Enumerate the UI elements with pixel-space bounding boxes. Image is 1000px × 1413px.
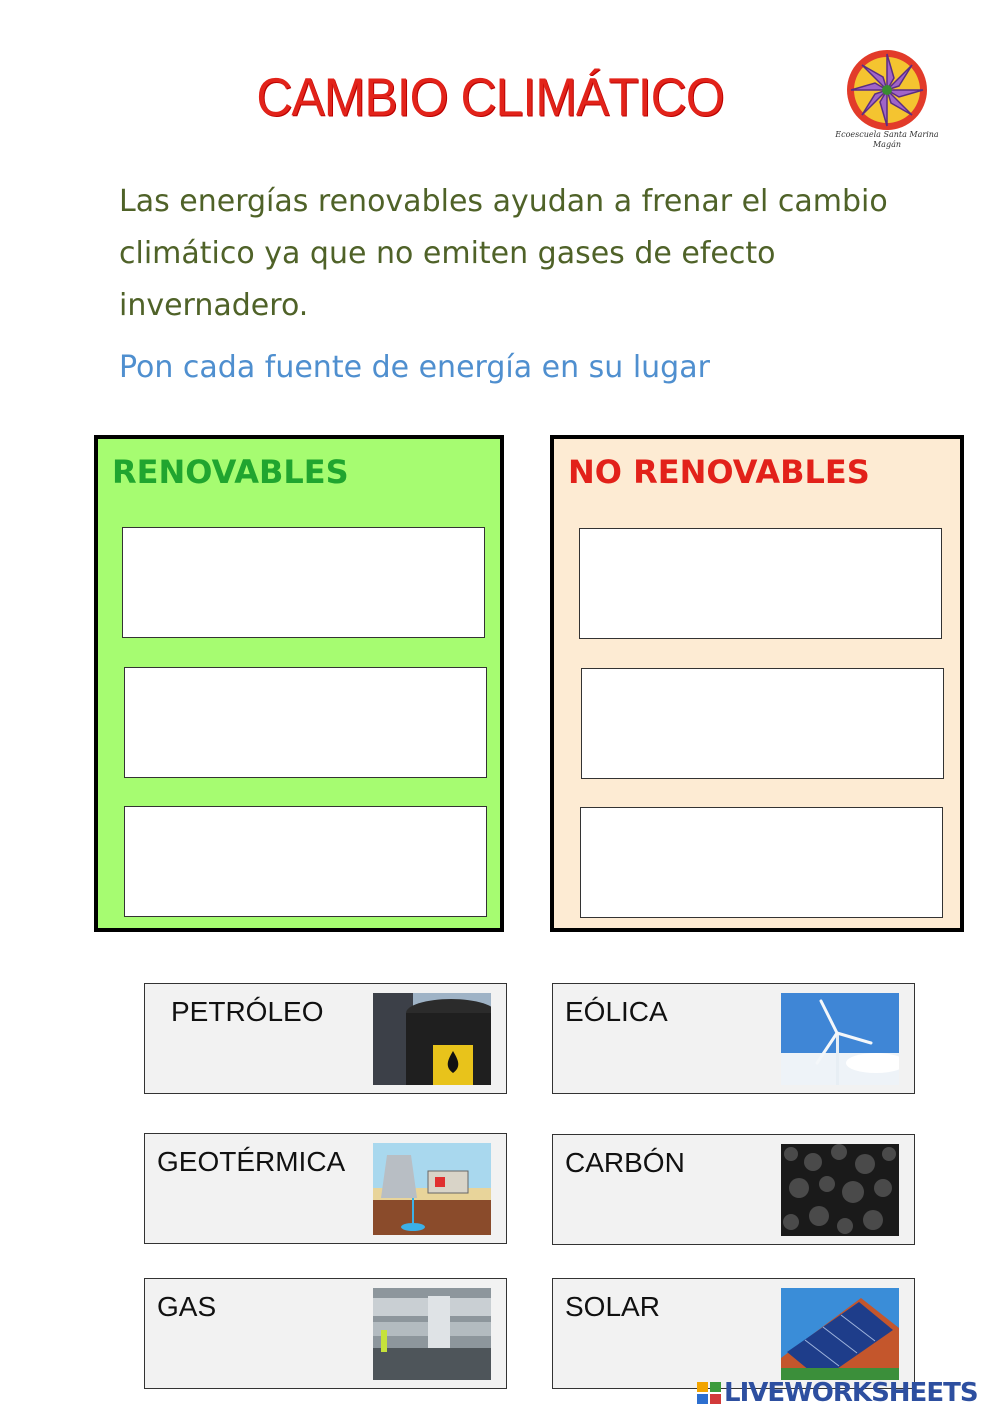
geothermal-plant-image [373, 1143, 491, 1235]
card-label: CARBÓN [565, 1147, 685, 1178]
renewable-drop-slot[interactable] [122, 527, 485, 638]
liveworksheets-brand: LIVEWORKSHEETS [724, 1378, 978, 1408]
card-geotermica[interactable] [144, 1133, 507, 1244]
wind-turbine-image [781, 993, 899, 1085]
solar-panel-image [781, 1288, 899, 1380]
card-solar[interactable] [552, 1278, 915, 1389]
coal-image [781, 1144, 899, 1236]
oil-barrel-image [373, 993, 491, 1085]
renewable-drop-slot[interactable] [124, 806, 487, 917]
card-label: EÓLICA [565, 996, 668, 1027]
card-petroleo[interactable] [144, 983, 507, 1094]
card-label: PETRÓLEO [171, 996, 324, 1027]
non-renewable-drop-slot[interactable] [580, 807, 943, 918]
card-carbon[interactable] [552, 1134, 915, 1245]
card-label: GAS [157, 1291, 217, 1322]
logo-caption: Ecoescuela Santa Marina Magán [835, 130, 939, 149]
non-renewable-drop-slot[interactable] [579, 528, 942, 639]
card-gas[interactable] [144, 1278, 507, 1389]
page-title: CAMBIO CLIMÁTICO [256, 66, 724, 128]
renewable-panel [94, 435, 504, 932]
non-renewable-title: NO RENOVABLES [568, 453, 870, 491]
card-label: GEOTÉRMICA [157, 1146, 346, 1177]
intro-paragraph: Las energías renovables ayudan a frenar el cambio climático ya que no emiten gases de efecto invernadero. [119, 184, 888, 323]
renewable-title: RENOVABLES [112, 453, 349, 491]
instruction-text: Pon cada fuente de energía en su lugar [119, 350, 710, 385]
liveworksheets-logo-icon [697, 1382, 721, 1404]
card-label: SOLAR [565, 1291, 660, 1322]
renewable-drop-slot[interactable] [124, 667, 487, 778]
gas-pipeline-image [373, 1288, 491, 1380]
non-renewable-panel [550, 435, 964, 932]
card-eolica[interactable] [552, 983, 915, 1094]
non-renewable-drop-slot[interactable] [581, 668, 944, 779]
